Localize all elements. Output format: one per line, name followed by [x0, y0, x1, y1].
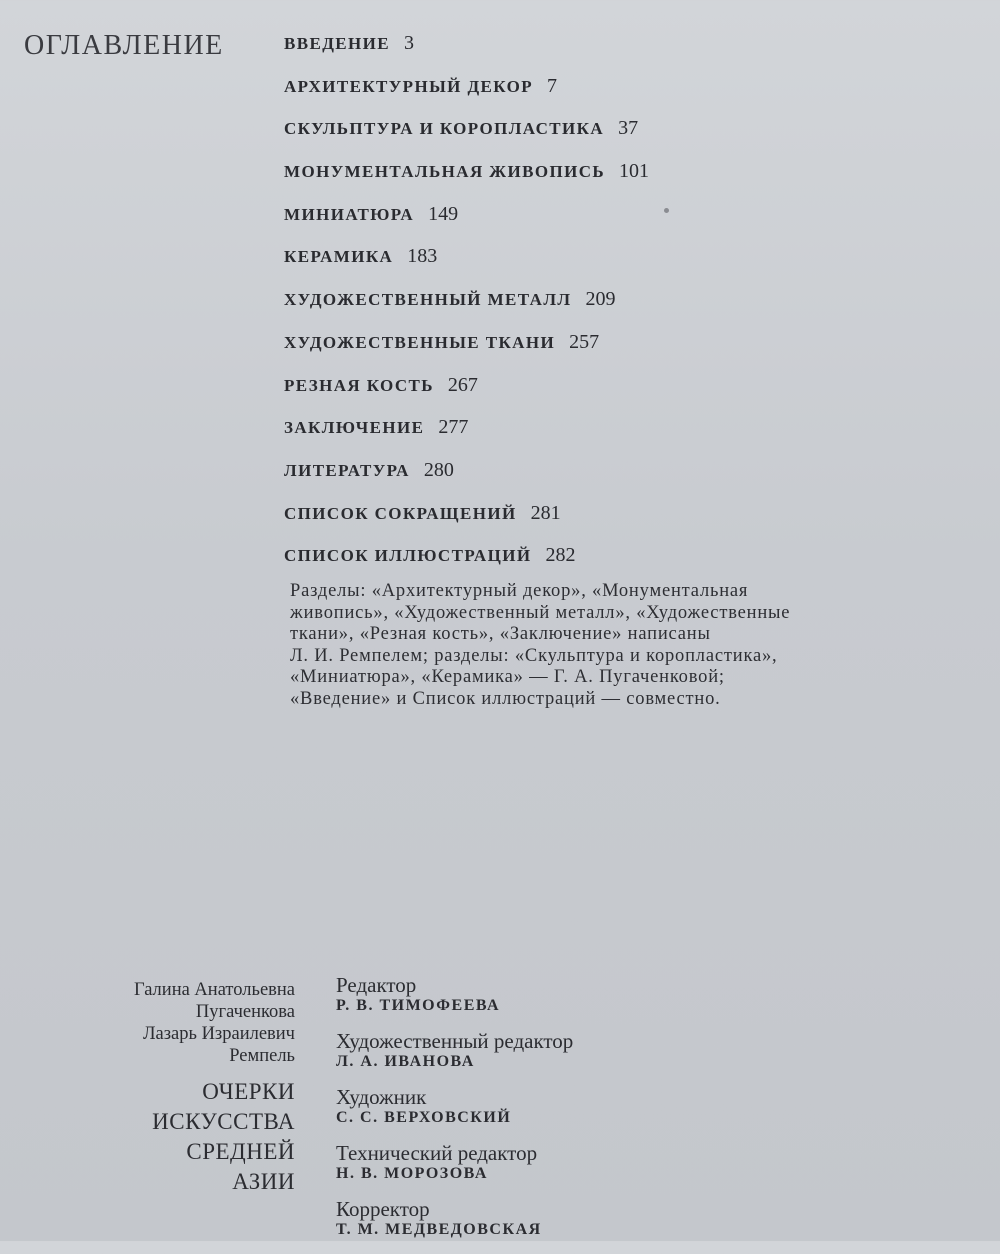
toc-entry-page: 7: [547, 74, 557, 97]
book-title-line: ОЧЕРКИ: [202, 1079, 295, 1104]
toc-entry-title: АРХИТЕКТУРНЫЙ ДЕКОР: [284, 76, 533, 96]
authorship-note: [290, 581, 990, 710]
toc-entry-page: 183: [407, 245, 438, 268]
author-line: Пугаченкова: [195, 1002, 295, 1022]
toc-entry-page: 209: [585, 288, 616, 311]
toc-entry: [284, 288, 649, 331]
toc-entry: [284, 32, 649, 75]
toc-entry: [284, 117, 649, 160]
imprint-authors: [134, 979, 295, 1197]
toc-entry: [284, 203, 649, 246]
credit-role: Корректор: [336, 1197, 430, 1221]
toc-entry: [284, 75, 649, 118]
credit-proofreader: [336, 1198, 573, 1254]
toc-entry-page: 37: [618, 117, 639, 140]
toc-entry-title: СПИСОК ИЛЛЮСТРАЦИЙ: [284, 546, 532, 566]
book-title-line: ИСКУССТВА: [152, 1109, 295, 1134]
table-of-contents: [284, 32, 649, 587]
note-line: ткани», «Резная кость», «Заключение» написаны: [290, 624, 711, 644]
toc-entry-title: ХУДОЖЕСТВЕННЫЕ ТКАНИ: [284, 332, 556, 352]
note-line: «Введение» и Список иллюстраций — совместно.: [290, 688, 721, 709]
credit-name: Н. В. МОРОЗОВА: [336, 1165, 488, 1182]
toc-entry: [284, 502, 649, 545]
toc-entry-title: ЗАКЛЮЧЕНИЕ: [284, 418, 425, 438]
page-title: ОГЛАВЛЕНИЕ: [24, 30, 224, 61]
imprint-credits: [336, 974, 573, 1254]
toc-entry-page: 277: [438, 416, 469, 439]
toc-entry-page: 280: [423, 458, 454, 481]
toc-entry-title: РЕЗНАЯ КОСТЬ: [284, 375, 434, 395]
credit-name: Т. М. МЕДВЕДОВСКАЯ: [336, 1221, 542, 1238]
toc-entry-page: 281: [530, 501, 561, 524]
toc-entry-page: 101: [619, 160, 650, 183]
toc-entry-page: 3: [404, 32, 415, 54]
toc-entry: [284, 331, 649, 374]
toc-entry-title: ЛИТЕРАТУРА: [284, 460, 410, 480]
toc-entry-title: КЕРАМИКА: [284, 247, 394, 267]
credit-name: Р. В. ТИМОФЕЕВА: [336, 997, 501, 1014]
toc-entry: [284, 459, 649, 502]
credit-artist: [336, 1086, 573, 1142]
credit-role: Художественный редактор: [336, 1029, 574, 1053]
toc-entry-title: ХУДОЖЕСТВЕННЫЙ МЕТАЛЛ: [284, 290, 572, 310]
credit-tech-editor: [336, 1142, 573, 1198]
book-title-line: СРЕДНЕЙ: [186, 1139, 295, 1164]
toc-entry: [284, 245, 649, 288]
note-line: Л. И. Ремпелем; разделы: «Скульптура и коропластика»,: [290, 645, 778, 666]
toc-entry-page: 267: [447, 373, 478, 396]
toc-entry-page: 257: [569, 330, 600, 353]
toc-entry-page: 149: [428, 202, 459, 225]
author-line: Ремпель: [229, 1046, 295, 1066]
credit-role: Технический редактор: [336, 1141, 538, 1165]
credit-role: Редактор: [336, 973, 417, 997]
author-line: Лазарь Израилевич: [142, 1024, 295, 1044]
author-line: Галина Анатольевна: [133, 980, 295, 1000]
credit-name: Л. А. ИВАНОВА: [336, 1053, 475, 1070]
note-line: Разделы: «Архитектурный декор», «Монументальная: [290, 581, 749, 601]
toc-entry-page: 282: [545, 544, 576, 567]
toc-entry: [284, 416, 649, 459]
credit-name: С. С. ВЕРХОВСКИЙ: [336, 1109, 512, 1126]
note-line: живопись», «Художественный металл», «Художественные: [290, 602, 791, 623]
toc-entry-title: МОНУМЕНТАЛЬНАЯ ЖИВОПИСЬ: [284, 162, 606, 182]
book-title: [134, 1077, 295, 1197]
book-title-line: АЗИИ: [232, 1169, 295, 1194]
toc-entry-title: ВВЕДЕНИЕ: [284, 34, 391, 53]
toc-entry-title: СПИСОК СОКРАЩЕНИЙ: [284, 503, 517, 523]
toc-entry: [284, 374, 649, 417]
note-line: «Миниатюра», «Керамика» — Г. А. Пугаченковой;: [290, 667, 725, 687]
credit-role: Художник: [336, 1085, 427, 1109]
credit-editor: [336, 974, 573, 1030]
credit-art-editor: [336, 1030, 573, 1086]
toc-entry: [284, 160, 649, 203]
toc-entry-title: МИНИАТЮРА: [284, 204, 415, 224]
toc-entry-title: СКУЛЬПТУРА И КОРОПЛАСТИКА: [284, 119, 605, 139]
paper-speck: [664, 208, 669, 213]
